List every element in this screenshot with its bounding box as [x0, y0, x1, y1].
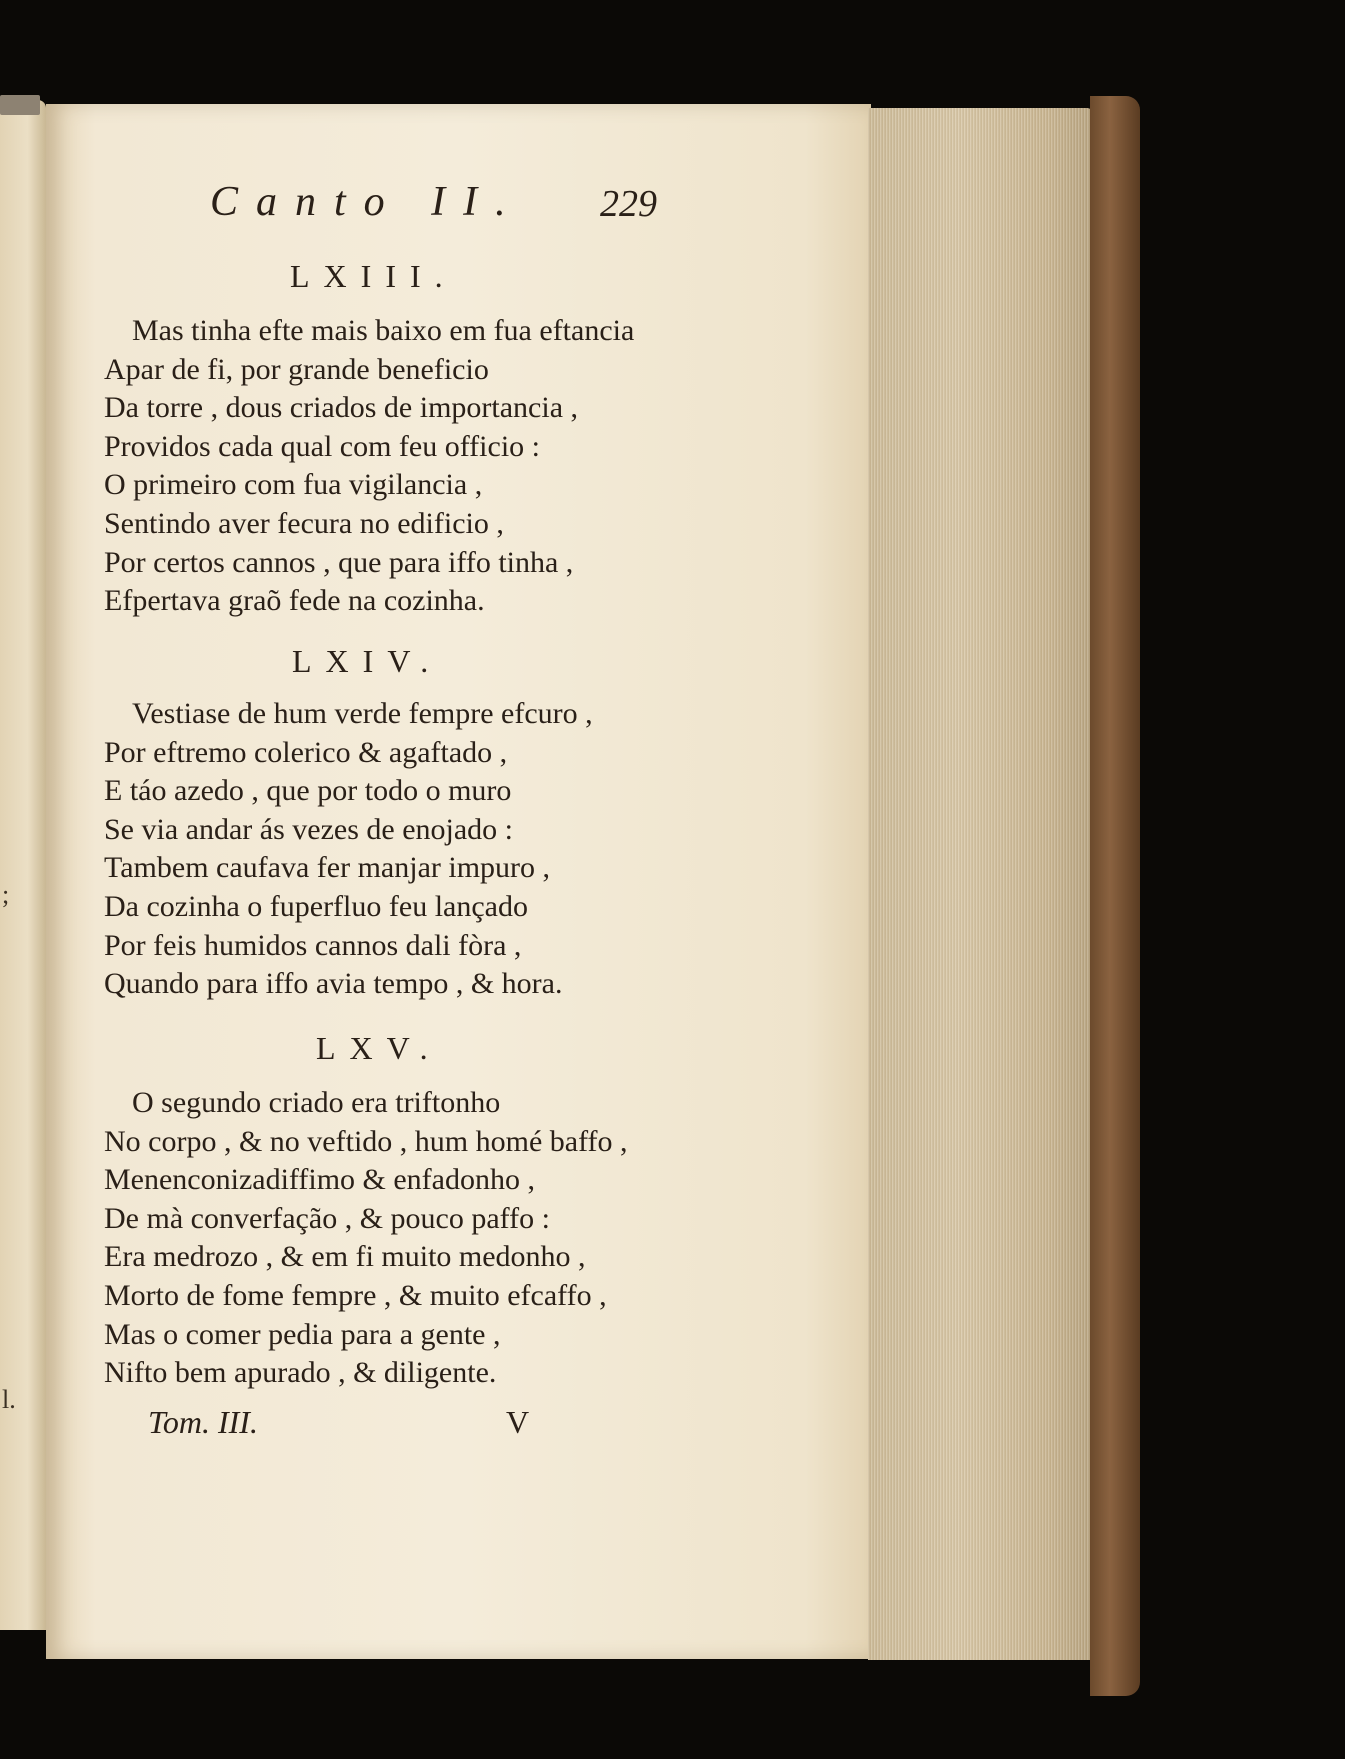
verse-line: Era medrozo , & em fi muito medonho , [104, 1240, 586, 1274]
verse-line: De mà converfação , & pouco paffo : [104, 1201, 550, 1235]
verse-line: Da torre , dous criados de importancia , [104, 391, 579, 425]
verse-line: Por feis humidos cannos dali fòra , [104, 928, 522, 962]
stanza-text [104, 312, 634, 621]
verse-line: Sentindo aver fecura no edificio , [104, 506, 504, 540]
verse-line: Por eftremo colerico & agaftado , [104, 735, 508, 769]
facing-page-mark: l. [2, 1385, 16, 1414]
verse-line: Morto de fome fempre , & muito efcaffo , [104, 1278, 607, 1312]
verse-line: O segundo criado era triftonho [132, 1086, 501, 1119]
book-cover-right [1090, 96, 1140, 1696]
book-cover-left [0, 95, 40, 115]
verse-line: Tambem caufava fer manjar impuro , [104, 851, 551, 885]
stanza-number: LXIV. [292, 643, 443, 679]
verse-line: Mas o comer pedia para a gente , [104, 1317, 501, 1351]
signature-mark: V [506, 1404, 530, 1440]
verse-line: Menenconizadiffimo & enfadonho , [104, 1163, 535, 1197]
verse-line: O primeiro com fua vigilancia , [104, 468, 483, 502]
stanza-text [104, 1084, 628, 1393]
verse-line: Da cozinha o fuperfluo feu lançado [104, 889, 528, 923]
verse-line: Quando para iffo avia tempo , & hora. [104, 967, 563, 1001]
verse-line: Providos cada qual com feu officio : [104, 429, 540, 463]
verse-line: No corpo , & no veftido , hum homé baffo , [104, 1124, 628, 1158]
stanza-number: LXIII. [290, 258, 457, 294]
verse-line: Por certos cannos , que para iffo tinha , [104, 545, 574, 579]
verse-line: Se via andar ás vezes de enojado : [104, 812, 513, 846]
verse-line: E táo azedo , que por todo o muro [104, 774, 512, 808]
stanza-text [104, 695, 593, 1004]
volume-footer: Tom. III. [148, 1404, 258, 1440]
page-number: 229 [600, 183, 657, 225]
verse-line: Vestiase de hum verde fempre efcuro , [132, 697, 593, 730]
verse-line: Efpertava graõ fede na cozinha. [104, 584, 485, 618]
running-head: Canto II. [210, 179, 524, 225]
facing-page-mark: ; [2, 880, 10, 909]
verse-line: Apar de fi, por grande beneficio [104, 352, 489, 386]
page-fore-edge [868, 108, 1093, 1660]
stanza-number: LXV. [316, 1030, 442, 1066]
verse-line: Mas tinha efte mais baixo em fua eftancia [132, 314, 635, 347]
verse-line: Nifto bem apurado , & diligente. [104, 1356, 497, 1390]
